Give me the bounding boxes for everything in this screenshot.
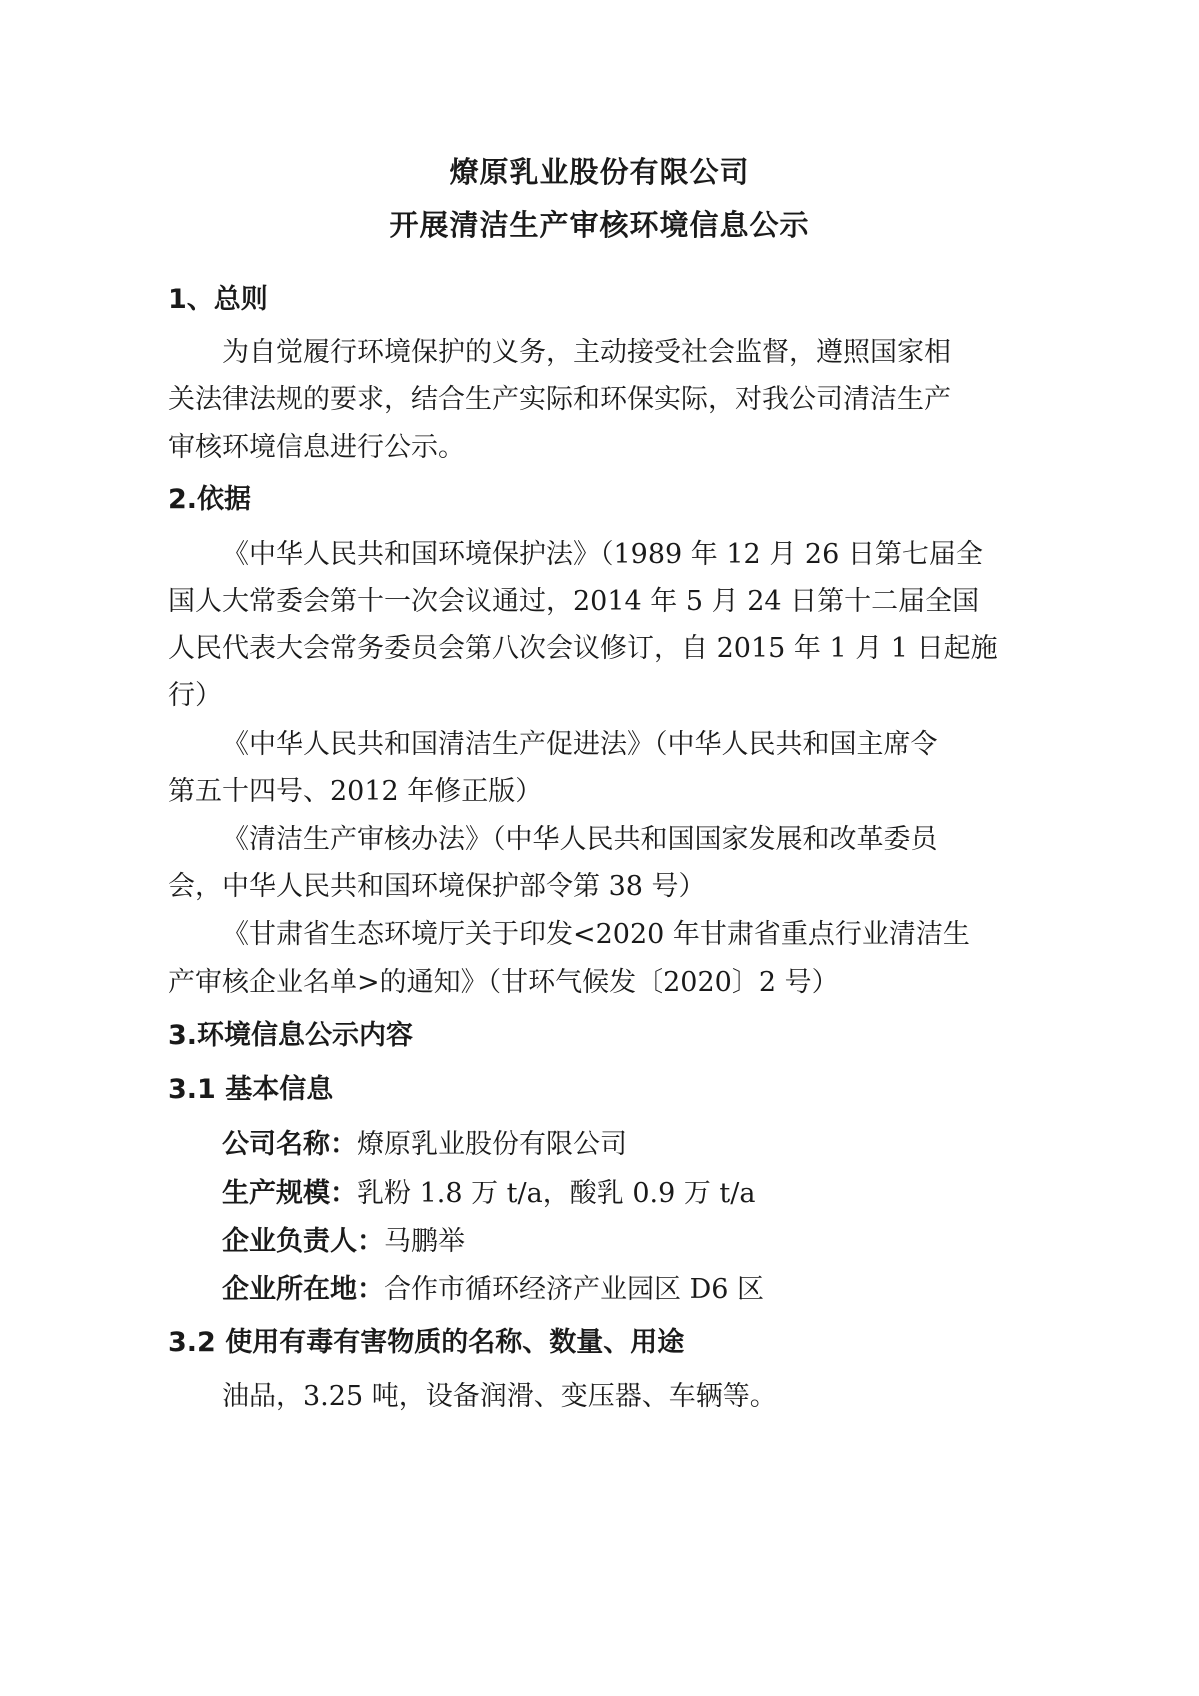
section1-para-line2: 关法律法规的要求，结合生产实际和环保实际，对我公司清洁生产 — [168, 384, 951, 415]
section2-heading: 2.依据 — [168, 484, 252, 515]
section1-para-line1: 为自觉履行环境保护的义务，主动接受社会监督，遵照国家相 — [222, 337, 951, 368]
section1-para-line3: 审核环境信息进行公示。 — [168, 432, 465, 463]
section3-heading: 3.环境信息公示内容 — [168, 1020, 414, 1051]
reference-line: 产审核企业名单>的通知》（甘环气候发〔2020〕2 号） — [168, 967, 839, 998]
info-label: 企业负责人： — [222, 1226, 384, 1257]
reference-line: 第五十四号、2012 年修正版） — [168, 776, 543, 807]
reference-line: 会，中华人民共和国环境保护部令第 38 号） — [168, 871, 706, 902]
info-row-location — [222, 1273, 764, 1307]
info-label: 企业所在地： — [222, 1274, 384, 1305]
reference-line: 《中华人民共和国环境保护法》（1989 年 12 月 26 日第七届全 — [222, 539, 983, 570]
reference-line: 《清洁生产审核办法》（中华人民共和国国家发展和改革委员 — [222, 824, 938, 855]
info-row-responsible-person — [222, 1225, 465, 1259]
info-value: 马鹏举 — [384, 1226, 465, 1257]
section1-heading: 1、总则 — [168, 284, 268, 315]
info-value: 燎原乳业股份有限公司 — [357, 1129, 627, 1160]
reference-line: 人民代表大会常务委员会第八次会议修订，自 2015 年 1 月 1 日起施 — [168, 633, 998, 664]
info-label: 生产规模： — [222, 1178, 357, 1209]
info-row-company-name — [222, 1128, 627, 1162]
info-value: 乳粉 1.8 万 t/a，酸乳 0.9 万 t/a — [357, 1178, 756, 1209]
document-title-line1: 燎原乳业股份有限公司 — [449, 155, 750, 189]
info-row-production-scale — [222, 1177, 755, 1211]
reference-line: 《中华人民共和国清洁生产促进法》（中华人民共和国主席令 — [222, 729, 938, 760]
reference-line: 行） — [168, 680, 222, 711]
hazardous-substances-text: 油品，3.25 吨，设备润滑、变压器、车辆等。 — [222, 1381, 777, 1412]
info-label: 公司名称： — [222, 1129, 357, 1160]
section3-2-heading: 3.2 使用有毒有害物质的名称、数量、用途 — [168, 1327, 685, 1358]
section3-1-heading: 3.1 基本信息 — [168, 1074, 334, 1105]
info-value: 合作市循环经济产业园区 D6 区 — [384, 1274, 764, 1305]
reference-line: 国人大常委会第十一次会议通过，2014 年 5 月 24 日第十二届全国 — [168, 586, 980, 617]
reference-line: 《甘肃省生态环境厅关于印发<2020 年甘肃省重点行业清洁生 — [222, 919, 970, 950]
document-title-line2: 开展清洁生产审核环境信息公示 — [389, 208, 810, 242]
